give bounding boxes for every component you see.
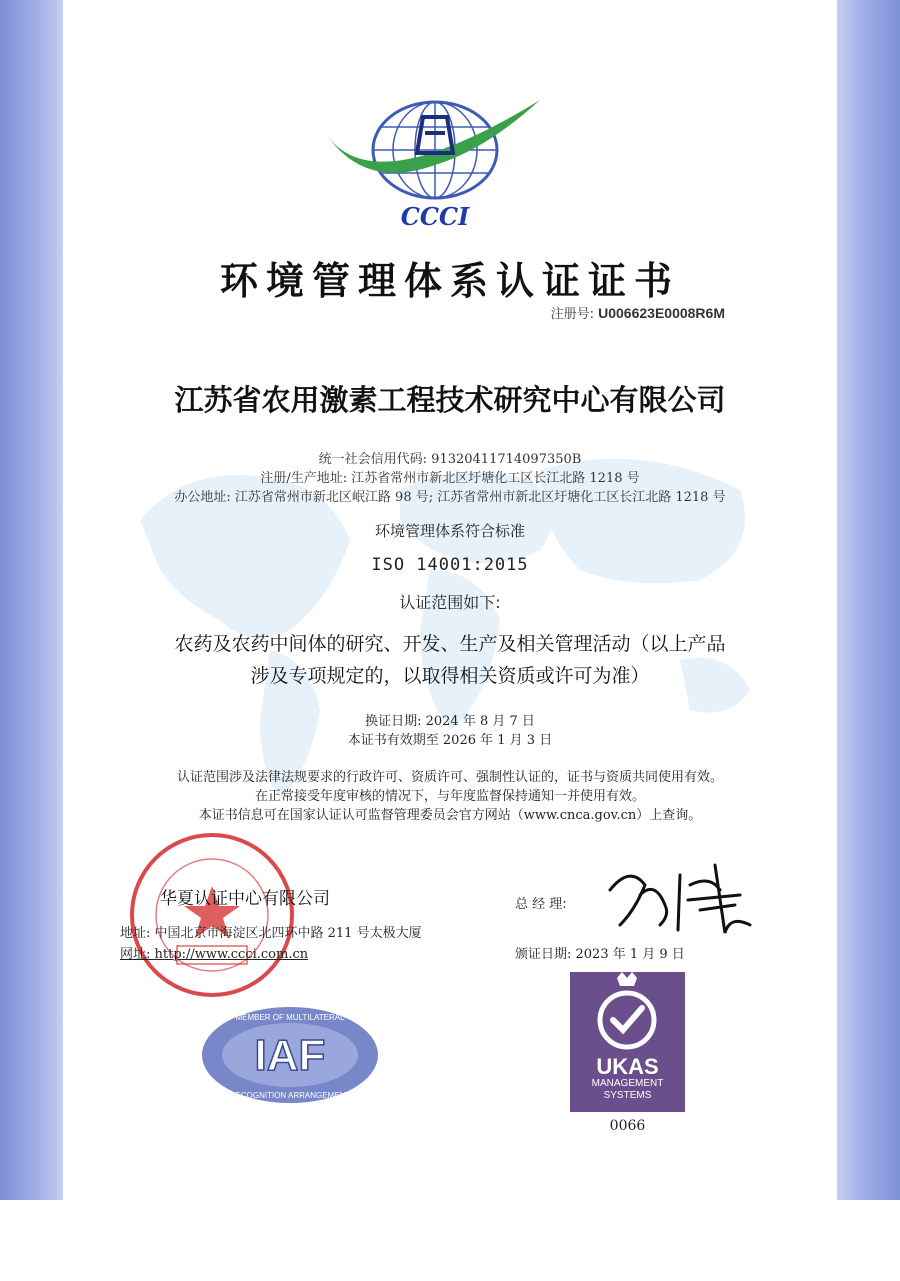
note-line-3: 本证书信息可在国家认证认可监督管理委员会官方网站（www.cnca.gov.cn）上查询。: [198, 808, 702, 823]
registration-value: U006623E0008R6M: [598, 305, 725, 321]
ukas-crown-check-icon: [570, 972, 685, 1052]
iaf-text: IAF: [254, 1031, 326, 1080]
general-manager-label: 总 经 理:: [515, 897, 567, 912]
ccci-logo: [325, 75, 545, 235]
registration-number: [551, 303, 725, 322]
renewal-date: 换证日期: 2024 年 8 月 7 日: [365, 714, 535, 729]
office-address: 办公地址: 江苏省常州市新北区岷江路 98 号; 江苏省常州市新北区圩塘化工区长江北路 1218 号: [174, 490, 726, 505]
notes: [0, 768, 900, 825]
credit-code: 统一社会信用代码: 91320411714097350B: [318, 452, 582, 467]
scope-line-1: 农药及农药中间体的研究、开发、生产及相关管理活动（以上产品: [174, 633, 726, 655]
registration-label: 注册号:: [550, 307, 594, 322]
issue-date: 颁证日期: 2023 年 1 月 9 日: [515, 947, 685, 962]
ukas-title: UKAS: [596, 1054, 659, 1079]
certificate-title: 环境管理体系认证证书: [219, 258, 680, 303]
note-line-2: 在正常接受年度审核的情况下，与年度监督保持通知一并使用有效。: [254, 789, 645, 804]
issuer-seal: [125, 828, 300, 1003]
bottom-margin: [0, 1200, 900, 1281]
iaf-ring-top: MEMBER OF MULTILATERAL: [235, 1013, 345, 1022]
issuer-address: 地址: 中国北京市海淀区北四环中路 211 号太极大厦: [120, 926, 422, 941]
ukas-logo: [570, 972, 685, 1112]
ukas-line-3: SYSTEMS: [603, 1090, 652, 1101]
company-name: 江苏省农用激素工程技术研究中心有限公司: [174, 383, 726, 417]
iaf-logo: [200, 1005, 380, 1105]
ukas-number: 0066: [609, 1118, 646, 1134]
issuer-website[interactable]: 网址: http://www.ccci.com.cn: [120, 947, 309, 962]
signature: [600, 855, 770, 935]
registered-address: 注册/生产地址: 江苏省常州市新北区圩塘化工区长江北路 1218 号: [260, 471, 640, 486]
issuer-name: 华夏认证中心有限公司: [160, 889, 330, 909]
logo-text: CCCI: [400, 202, 470, 231]
note-line-1: 认证范围涉及法律法规要求的行政许可、资质许可、强制性认证的，证书与资质共同使用有效。: [176, 770, 723, 785]
standard-code: ISO 14001:2015: [371, 555, 529, 575]
scope-line-2: 涉及专项规定的，以取得相关资质或许可为准）: [250, 665, 650, 687]
scope-intro: 认证范围如下:: [399, 593, 501, 612]
valid-until: 本证书有效期至 2026 年 1 月 3 日: [347, 733, 553, 748]
ukas-line-2: MANAGEMENT: [591, 1078, 664, 1089]
scope-text: [0, 628, 900, 692]
iaf-ring-bottom: RECOGNITION ARRANGEMENT: [229, 1091, 351, 1100]
standard-intro: 环境管理体系符合标准: [374, 522, 525, 540]
